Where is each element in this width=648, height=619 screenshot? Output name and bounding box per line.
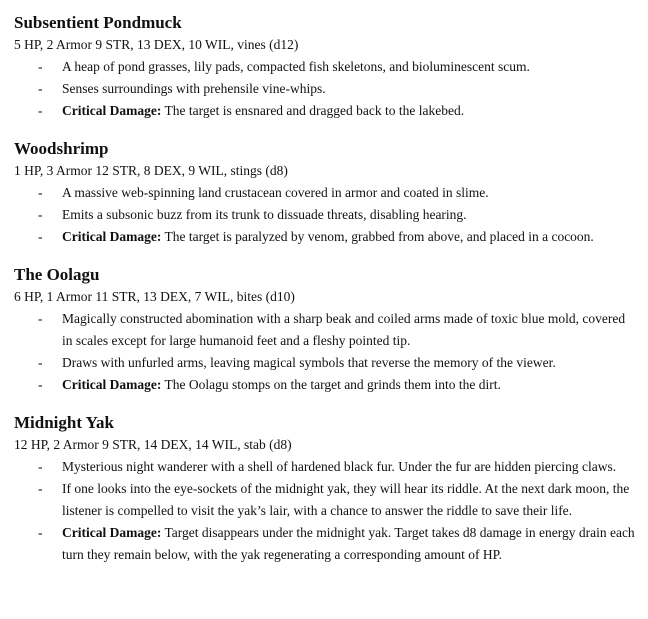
critical-damage-text: Target disappears under the midnight yak. Target takes d8 damage in energy drain each turn they remain below, with the yak regenerating a corresponding amount of HP. [62,525,635,562]
monster-entry-subsentient-pondmuck [14,12,638,122]
trait-item [14,308,638,352]
dash-bullet: - [38,525,43,540]
critical-damage-item [14,226,638,248]
dash-bullet: - [38,459,43,474]
critical-damage-item [14,100,638,122]
critical-damage-label: Critical Damage: [62,103,162,118]
trait-text: Senses surroundings with prehensile vine-whips. [62,81,326,96]
trait-item [14,204,638,226]
critical-damage-label: Critical Damage: [62,229,162,244]
dash-bullet: - [38,377,43,392]
dash-bullet: - [38,311,43,326]
monster-stats: 5 HP, 2 Armor 9 STR, 13 DEX, 10 WIL, vines (d12) [14,37,299,52]
trait-item [14,78,638,100]
trait-text: A massive web-spinning land crustacean covered in armor and coated in slime. [62,185,489,200]
dash-bullet: - [38,355,43,370]
monster-entry-oolagu [14,264,638,396]
dash-bullet: - [38,59,43,74]
dash-bullet: - [38,229,43,244]
critical-damage-label: Critical Damage: [62,525,162,540]
trait-text: If one looks into the eye-sockets of the midnight yak, they will hear its riddle. At the next dark moon, the listener is compelled to visit the yak’s lair, with a chance to answer the riddle to save their life. [62,481,630,518]
dash-bullet: - [38,81,43,96]
monster-stats: 12 HP, 2 Armor 9 STR, 14 DEX, 14 WIL, stab (d8) [14,437,292,452]
monster-name: Subsentient Pondmuck [14,13,182,32]
critical-damage-text: The target is paralyzed by venom, grabbed from above, and placed in a cocoon. [161,229,594,244]
monster-entry-midnight-yak [14,412,638,566]
trait-item [14,352,638,374]
monster-stats: 6 HP, 1 Armor 11 STR, 13 DEX, 7 WIL, bites (d10) [14,289,295,304]
critical-damage-item [14,374,638,396]
dash-bullet: - [38,207,43,222]
monster-name: Woodshrimp [14,139,109,158]
trait-text: Emits a subsonic buzz from its trunk to dissuade threats, disabling hearing. [62,207,467,222]
trait-text: Draws with unfurled arms, leaving magical symbols that reverse the memory of the viewer. [62,355,556,370]
critical-damage-item [14,522,638,566]
trait-item [14,478,638,522]
monster-entry-woodshrimp [14,138,638,248]
trait-item [14,56,638,78]
trait-list [14,56,638,122]
trait-text: A heap of pond grasses, lily pads, compacted fish skeletons, and bioluminescent scum. [62,59,530,74]
dash-bullet: - [38,103,43,118]
critical-damage-text: The Oolagu stomps on the target and grinds them into the dirt. [161,377,501,392]
dash-bullet: - [38,481,43,496]
trait-list [14,456,638,566]
trait-list [14,182,638,248]
monster-name: The Oolagu [14,265,100,284]
trait-item [14,456,638,478]
dash-bullet: - [38,185,43,200]
trait-text: Magically constructed abomination with a sharp beak and coiled arms made of toxic blue mold, covered in scales except for large humanoid feet and a fleshy pointed tip. [62,311,626,348]
trait-item [14,182,638,204]
monster-stats: 1 HP, 3 Armor 12 STR, 8 DEX, 9 WIL, stings (d8) [14,163,288,178]
trait-text: Mysterious night wanderer with a shell of hardened black fur. Under the fur are hidden piercing claws. [62,459,617,474]
trait-list [14,308,638,396]
critical-damage-label: Critical Damage: [62,377,162,392]
monster-name: Midnight Yak [14,413,114,432]
critical-damage-text: The target is ensnared and dragged back to the lakebed. [161,103,465,118]
